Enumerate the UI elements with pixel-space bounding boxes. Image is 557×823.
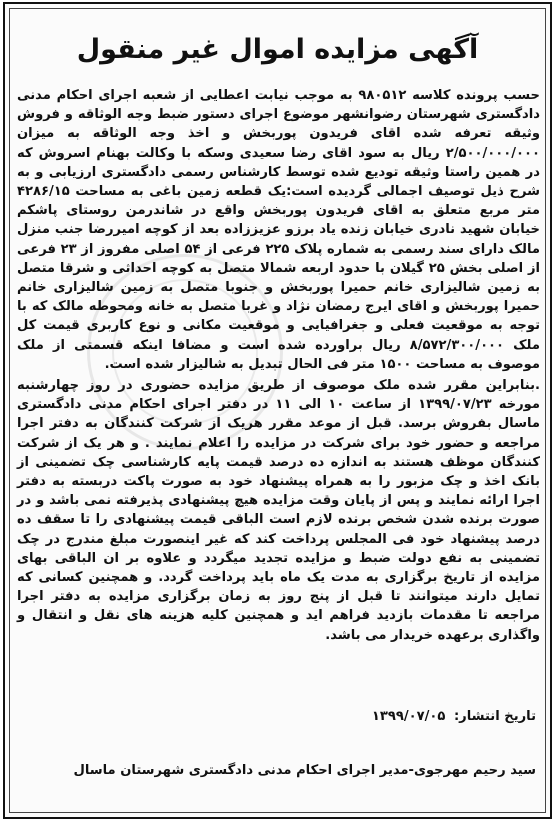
notice-paragraph-property: حسب پرونده کلاسه ۹۸۰۵۱۲ به موجب نیابت اعطایی از شعبه اجرای احکام مدنی دادگستری شهرستان رضوانشهر موضوع اجرای دستور ضبط وجه الوثاقه و فروش وثیقه تعرفه شده اقای فریدون پوربخش و اخذ وجه الوثاقه به میزان ۲/۵۰۰/۰۰۰/۰۰۰ ریال به سود اقای رضا سعیدی وسکه با وکالت بهنام اسروش که در همین راستا وثیقه تودیع شده توسط کارشناس رسمی دادگستری ارزیابی و به شرح ذیل توصیف اجمالی گردیده است:یک قطعه زمین باغی به مساحت ۴۲۸۶/۱۵ متر مربع متعلق به اقای فریدون پوربخش واقع در شاندرمن روستای پاشکم خیابان شهید نادری خیابان زنده یاد برزو عزیززاده بعد از کوچه امیررضا جنب منزل مالک دارای سند رسمی به شماره پلاک ۲۲۵ فرعی از ۵۴ اصلی مفروز از ۲۳ فرعی از اصلی بخش ۲۵ گیلان با حدود اربعه شمالا متصل به کوچه احداثی و شرقا متصل به زمین شالیزاری خانم حمیرا پوربخش و جنوبا متصل به زمین شالیزاری خانم حمیرا پوربخش و اقای ایرج رمضان نژاد و غربا متصل به خانه ومحوطه مالک که با توجه به موقعیت فعلی و جغرافیایی و موقعیت مکانی و نوع کاربری قیمت کل ملک ۸/۵۷۲/۳۰۰/۰۰۰ ریال براورده شده است و مضافا اینکه قسمتی از ملک موصوف به مساحت ۱۵۰۰ متر فی الحال تبدیل به شالیزار شده است. xyxy=(17,88,541,372)
notice-title: آگهی مزایده اموال غیر منقول xyxy=(76,34,479,65)
notice-frame xyxy=(3,2,552,819)
publication-date-label: تاریخ انتشار: xyxy=(453,709,536,724)
signature-line: سید رحیم مهرجوی-مدیر اجرای احکام مدنی دادگستری شهرستان ماسال xyxy=(73,763,536,778)
publication-date xyxy=(372,707,536,726)
notice-paragraph-auction-terms: .بنابراین مقرر شده ملک موصوف از طریق مزایده حضوری در روز چهارشنبه مورخه ۱۳۹۹/۰۷/۲۳ از ساعت ۱۰ الی ۱۱ در دفتر اجرای احکام مدنی دادگستری ماسال بفروش برسد. قبل از موعد مقرر هریک از شرکت کنندگان به دفتر اجرا مراجعه و حضور خود برای شرکت در مزایده را اعلام نمایند . و هر یک از شرکت کنندگان موظف هستند به اندازه ده درصد قیمت پایه کارشناسی چک تضمینی از بانک اخذ و چک مزبور را به همراه پیشنهاد خود به صورت پاکت دربسته به دفتر اجرا ارائه نمایند و پس از پایان وقت مزایده هیچ پیشنهادی پذیرفته نمی باشد و در صورت برنده شدن شخص برنده لازم است الباقی قیمت پیشنهادی را تا سقف ده درصد پیشنهاد خود فی المجلس پرداخت کند که غیر اینصورت مبلغ مندرج در چک تضمینی به نفع دولت ضبط و مزایده تجدید میگردد و علاوه بر ان الباقی بهای مزایده از تاریخ برگزاری به مدت یک ماه باید پرداخت گردد. و همچنین کسانی که تمایل دارند میتوانند تا قبل از پنج روز به زمان برگزاری مزایده به دفتر اجرا مراجعه تا مقدمات بازدید فراهم اید و همچنین کلیه هزینه های نقل و انتقال و واگذاری برعهده خریدار می باشد. xyxy=(17,378,540,643)
publication-date-value: ۱۳۹۹/۰۷/۰۵ xyxy=(371,709,446,724)
notice-body xyxy=(17,86,540,645)
